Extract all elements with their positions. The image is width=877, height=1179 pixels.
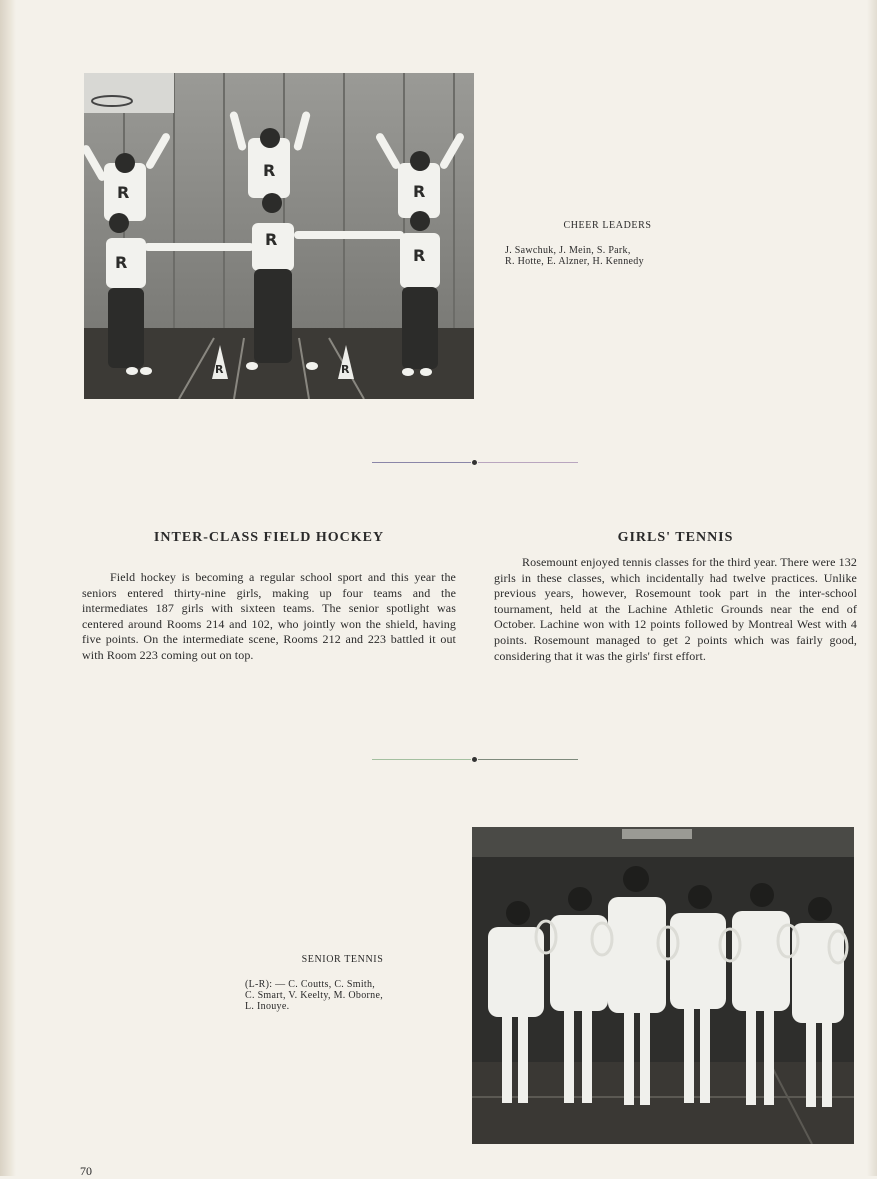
- page-edge-shadow: [867, 0, 877, 1176]
- senior-tennis-caption-title: SENIOR TENNIS: [301, 954, 384, 965]
- cheerleaders-caption-title: CHEER LEADERS: [563, 220, 652, 231]
- senior-tennis-caption: [245, 954, 440, 1012]
- cheerleaders-names-line-2: R. Hotte, E. Alzner, H. Kennedy: [505, 256, 644, 267]
- cheerleaders-names-line-1: J. Sawchuk, J. Mein, S. Park,: [505, 245, 631, 256]
- senior-tennis-photo: [472, 827, 854, 1144]
- svg-text:R: R: [115, 253, 128, 272]
- svg-text:R: R: [263, 161, 276, 180]
- page-binding: [0, 0, 16, 1176]
- svg-text:R: R: [215, 363, 224, 376]
- svg-text:R: R: [341, 363, 350, 376]
- field-hockey-heading: INTER-CLASS FIELD HOCKEY: [153, 530, 385, 545]
- senior-tennis-names-line-1: (L-R): — C. Coutts, C. Smith,: [245, 979, 376, 990]
- svg-text:R: R: [117, 183, 130, 202]
- cheerleaders-caption: [505, 220, 710, 267]
- senior-tennis-names-line-2: C. Smart, V. Keelty, M. Oborne,: [245, 990, 383, 1001]
- cheerleaders-photo: [84, 73, 474, 399]
- page-number: 70: [80, 1164, 92, 1178]
- svg-text:R: R: [413, 182, 426, 201]
- senior-tennis-names-line-3: L. Inouye.: [245, 1001, 290, 1012]
- svg-text:R: R: [413, 246, 426, 265]
- section-divider-bottom: [372, 759, 578, 760]
- section-divider-top: [372, 462, 578, 463]
- girls-tennis-heading: GIRLS' TENNIS: [617, 530, 734, 545]
- field-hockey-article: Field hockey is becoming a regular school sport and this year the seniors entered thirty-nine girls, making up four teams and the intermediates 187 girls with sixteen teams. The senior spotlight was centered around Rooms 214 and 102, who jointly won the shield, having five points. On the intermediate scene, Rooms 212 and 223 battled it out with Room 223 coming out on top.: [82, 570, 456, 662]
- svg-text:R: R: [265, 230, 278, 249]
- girls-tennis-article: Rosemount enjoyed tennis classes for the third year. There were 132 girls in these classes, which incidentally had twelve practices. Unlike previous years, however, Rosemount took part in the inter-school tournament, held at the Lachine Athletic Grounds near the end of October. Lachine won with 12 points followed by Montreal West with 4 points. Rosemount managed to get 2 points which was fairly good, considering that it was the girls' first effort.: [494, 555, 857, 663]
